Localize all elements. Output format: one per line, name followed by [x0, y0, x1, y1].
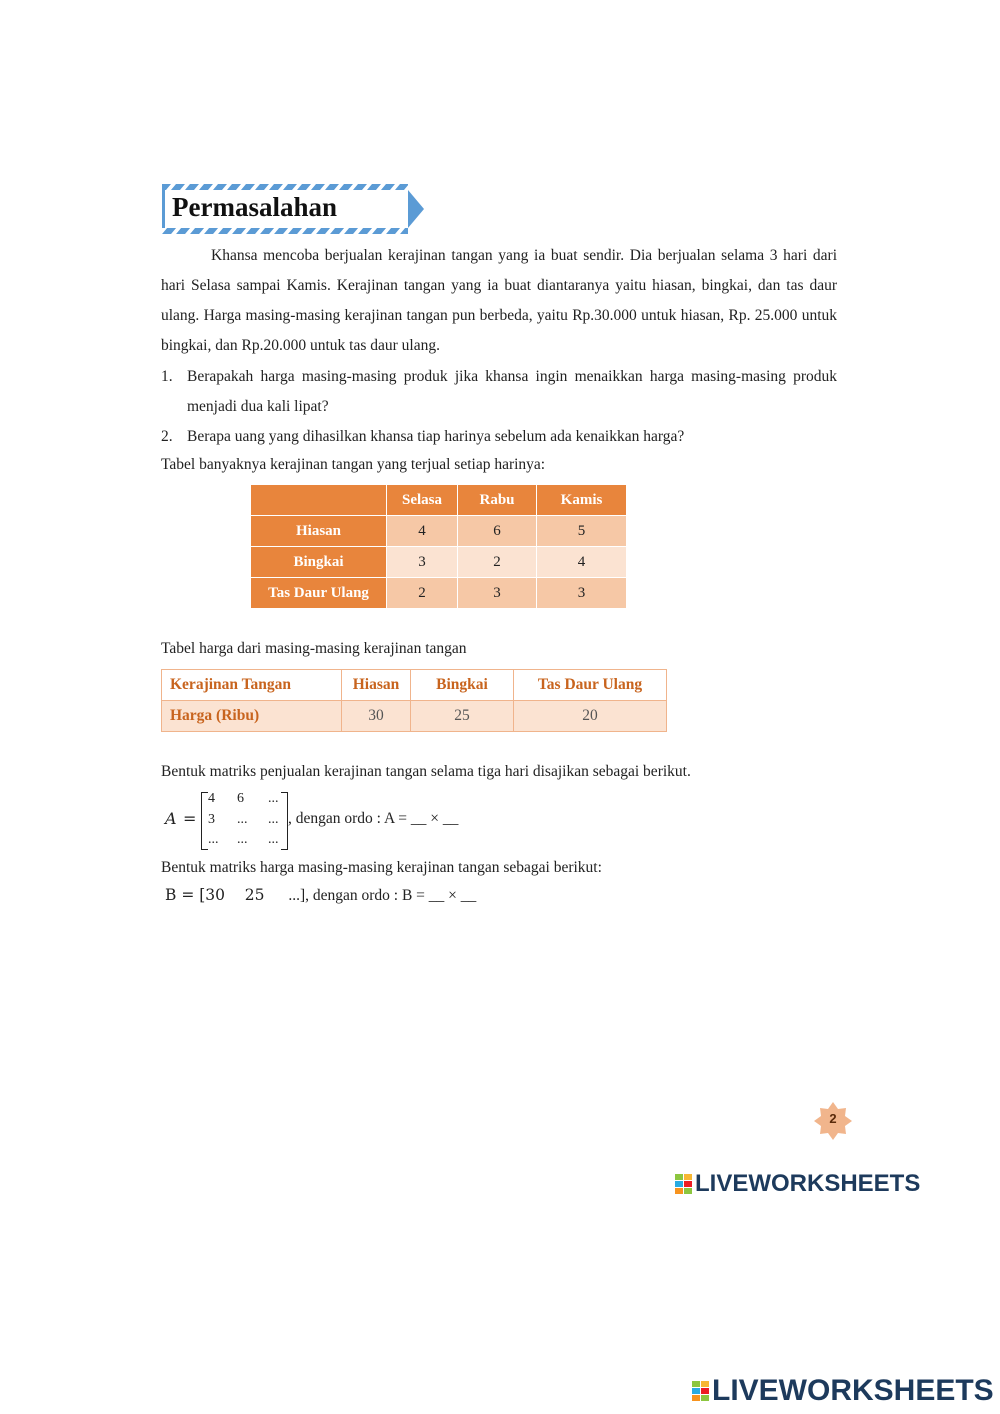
table-cell: 5	[537, 516, 627, 547]
section-banner	[162, 184, 430, 234]
matrix-cell: ...	[237, 832, 248, 847]
question-number: 1.	[161, 368, 173, 385]
table-row	[251, 547, 627, 578]
intro-text: Khansa mencoba berjualan kerajinan tangan yang ia buat sendir. Dia berjualan selama 3 hari dari hari Selasa sampai Kamis. Kerajinan tangan yang ia buat diantaranya yaitu hiasan, bingkai, dan tas daur ulang. Harga masing-masing kerajinan tangan pun berbeda, yaitu Rp.30.000 untuk hiasan, Rp. 25.000 untuk bingkai, dan Rp.20.000 untuk tas daur ulang.	[161, 247, 837, 354]
col-header: Bingkai	[411, 670, 514, 701]
matrix-cell: ...	[268, 812, 279, 827]
row-header: Bingkai	[251, 547, 387, 578]
page-number: 2	[829, 1111, 837, 1126]
table-cell: 2	[387, 578, 458, 609]
matrix-a-order: , dengan ordo : A = __ × __	[288, 810, 459, 827]
matrix-b-expr: B = [30 25	[165, 886, 265, 904]
liveworksheets-footer-logo	[692, 1374, 994, 1408]
col-header: Kamis	[537, 485, 627, 516]
liveworksheets-logo	[675, 1170, 920, 1198]
logo-text: LIVEWORKSHEETS	[712, 1374, 994, 1407]
question-text: Berapakah harga masing-masing produk jika khansa ingin menaikkan harga masing-masing produk menjadi dua kali lipat?	[187, 368, 837, 415]
table-cell: 2	[458, 547, 537, 578]
row-header: Harga (Ribu)	[162, 701, 342, 732]
matrix-label: A	[165, 809, 177, 828]
matrix-b-order: ...], dengan ordo : B = __ × __	[288, 887, 477, 904]
matrix-b	[165, 886, 476, 905]
table2-caption: Tabel harga dari masing-masing kerajinan tangan	[161, 640, 467, 657]
matrix-cell: ...	[268, 832, 279, 847]
table-cell: 20	[514, 701, 667, 732]
matrix-cell: 4	[208, 791, 215, 806]
table-corner	[251, 485, 387, 516]
logo-mark-icon	[692, 1381, 709, 1401]
row-header: Hiasan	[251, 516, 387, 547]
matrix-cell: 3	[208, 812, 215, 827]
col-header: Kerajinan Tangan	[162, 670, 342, 701]
row-header: Tas Daur Ulang	[251, 578, 387, 609]
table-row	[251, 578, 627, 609]
matrix-a	[165, 790, 505, 850]
table-cell: 25	[411, 701, 514, 732]
table-cell: 3	[387, 547, 458, 578]
question-text: Berapa uang yang dihasilkan khansa tiap harinya sebelum ada kenaikkan harga?	[187, 428, 685, 445]
table-cell: 4	[387, 516, 458, 547]
col-header: Tas Daur Ulang	[514, 670, 667, 701]
question-2	[161, 422, 837, 452]
page-number-badge	[813, 1101, 853, 1141]
col-header: Selasa	[387, 485, 458, 516]
intro-paragraph	[161, 241, 837, 361]
matrix-b-intro: Bentuk matriks harga masing-masing kerajinan tangan sebagai berikut:	[161, 859, 602, 876]
matrix-cell: 6	[237, 791, 244, 806]
table-cell: 30	[342, 701, 411, 732]
right-bracket	[281, 792, 288, 850]
matrix-cell: ...	[208, 832, 219, 847]
table-row	[162, 701, 667, 732]
logo-text: LIVEWORKSHEETS	[695, 1170, 921, 1197]
sales-table	[250, 484, 627, 609]
price-table	[161, 669, 667, 732]
table-cell: 3	[537, 578, 627, 609]
matrix-a-intro: Bentuk matriks penjualan kerajinan tangan selama tiga hari disajikan sebagai berikut.	[161, 763, 691, 780]
col-header: Hiasan	[342, 670, 411, 701]
question-number: 2.	[161, 428, 173, 445]
col-header: Rabu	[458, 485, 537, 516]
table-cell: 6	[458, 516, 537, 547]
matrix-cell: ...	[237, 812, 248, 827]
table-row	[251, 516, 627, 547]
matrix-cell: ...	[268, 791, 279, 806]
table1-caption: Tabel banyaknya kerajinan tangan yang terjual setiap harinya:	[161, 456, 546, 473]
logo-mark-icon	[675, 1174, 692, 1194]
table-cell: 3	[458, 578, 537, 609]
question-1	[161, 362, 837, 422]
page-title: Permasalahan	[172, 192, 337, 222]
equals-sign: =	[183, 809, 197, 828]
left-bracket	[201, 792, 208, 850]
table-cell: 4	[537, 547, 627, 578]
